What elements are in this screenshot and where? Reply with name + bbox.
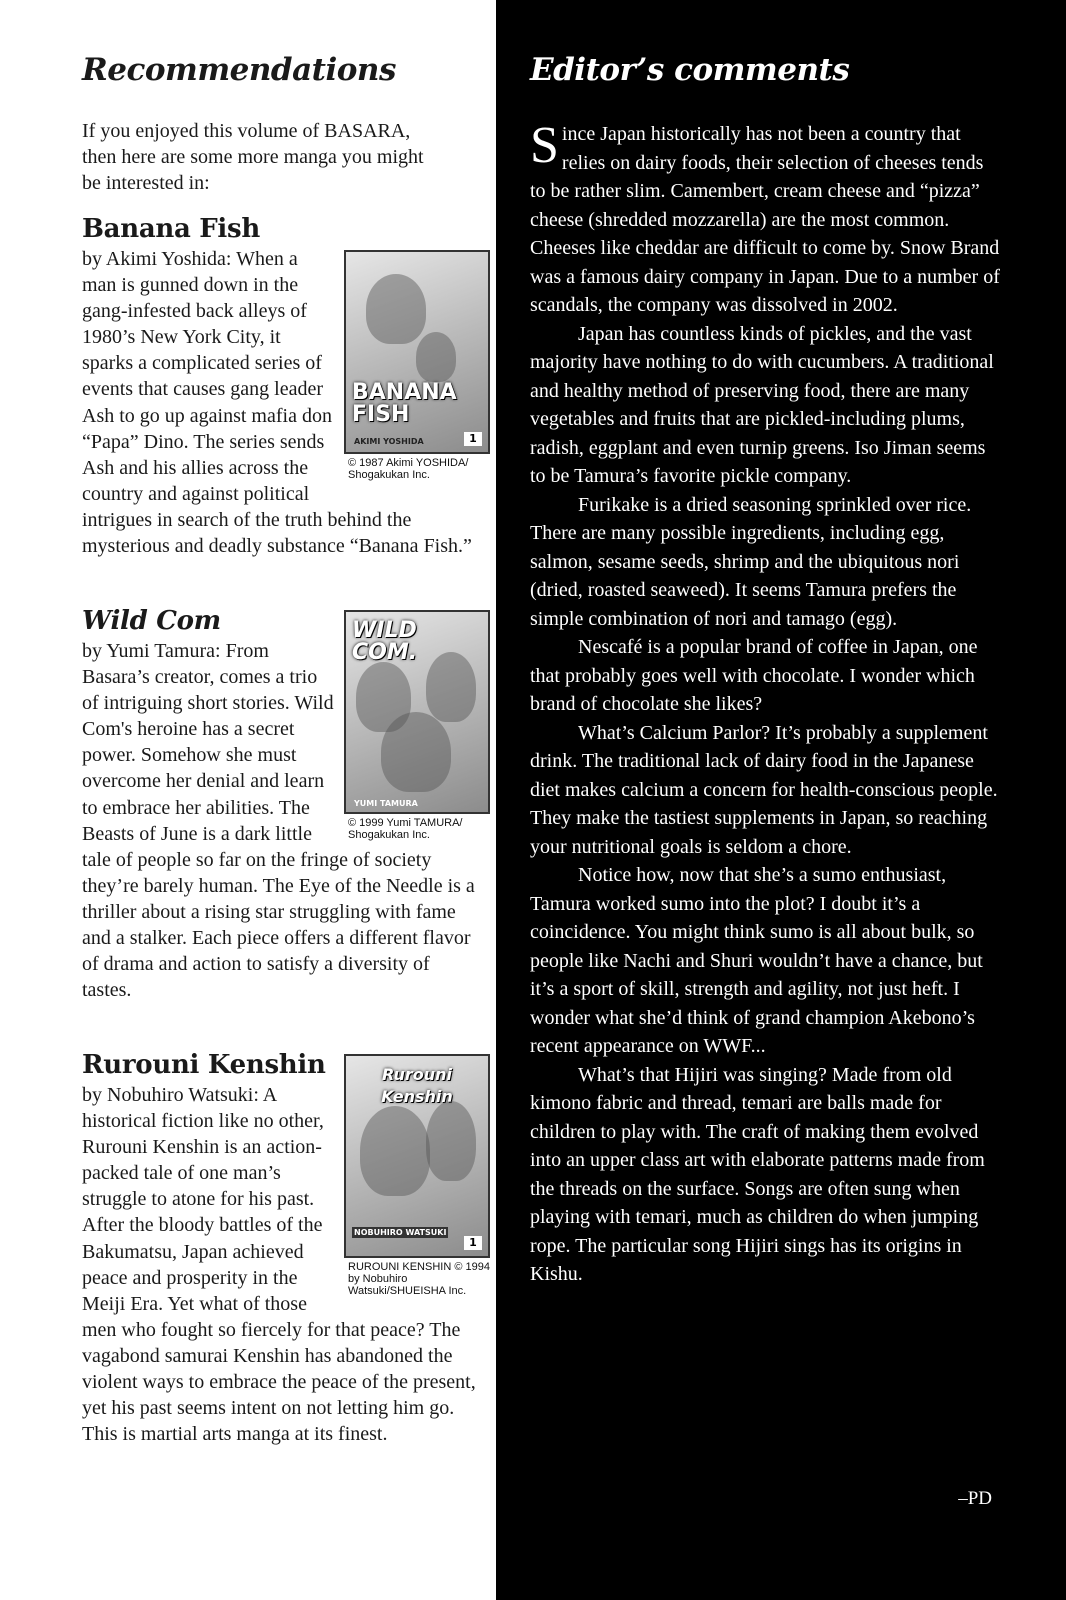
wild-com-cover bbox=[344, 610, 490, 841]
editor-signature: –PD bbox=[958, 1488, 992, 1509]
recommendation-title: Rurouni Kenshin bbox=[82, 1050, 326, 1080]
editor-paragraph: Furikake is a dried seasoning sprinkled over rice. There are many possible ingredients, including egg, salmon, sesame seeds, shrimp and the ubiquitous nori (dried, roasted seaweed). It seems Tamura prefers the simple combination of nori and tamago (egg). bbox=[530, 493, 972, 630]
recommendation-title: Banana Fish bbox=[82, 214, 260, 244]
editor-paragraph: Notice how, now that she’s a sumo enthusiast, Tamura worked sumo into the plot? I doubt it’s a coincidence. You might think sumo is all about bulk, so people like Nachi and Shuri wouldn’t have a chance, but it’s a sport of skill, strength and agility, not just heft. I wonder what she’d think of grand champion Akebono’s recent appearance on WWF... bbox=[530, 864, 983, 1057]
cover-author: NOBUHIRO WATSUKI bbox=[354, 1228, 447, 1237]
rurouni-kenshin-cover bbox=[344, 1054, 490, 1297]
cover-caption: RUROUNI KENSHIN © 1994 by Nobuhiro Watsuki/SHUEISHA Inc. bbox=[348, 1261, 490, 1297]
banana-fish-cover-image bbox=[344, 250, 490, 454]
editor-comments-heading: Editor’s comments bbox=[530, 52, 850, 88]
editor-comments-column bbox=[496, 0, 1066, 1600]
editor-paragraph: Japan has countless kinds of pickles, and the vast majority have nothing to do with cucumbers. A traditional and healthy method of preserving food, there are many vegetables and fruits that are pickled-including plums, radish, eggplant and even turnip greens. Iso Jiman seems to be Tamura’s favorite pickle company. bbox=[530, 322, 994, 487]
editor-paragraph: Nescafé is a popular brand of coffee in Japan, one that probably goes well with chocolate. I wonder which brand of chocolate she likes? bbox=[530, 636, 978, 715]
recommendation-rurouni-kenshin bbox=[82, 1048, 490, 1447]
recommendation-description: by Yumi Tamura: From Basara’s creator, comes a trio of intriguing short stories. Wild Com's heroine has a secret power. Somehow she must overcome her denial and learn to embrace her abilities. The Beasts of June is a dark little tale of people so far on the fringe of society they’re barely human. The Eye of the Needle is a thriller about a rising star struggling with fame and a stalker. Each piece offers a different flavor of drama and action to satisfy a diversity of tastes. bbox=[82, 640, 475, 1002]
cover-volume: 1 bbox=[464, 1236, 482, 1250]
recommendations-intro: If you enjoyed this volume of BASARA, then here are some more manga you might be interested in: bbox=[82, 120, 424, 194]
recommendation-title: Wild Com bbox=[82, 606, 221, 636]
cover-title: BANANA FISH bbox=[352, 380, 457, 427]
recommendation-wild-com bbox=[82, 604, 482, 1003]
editor-paragraph: Since Japan historically has not been a country that relies on dairy foods, their selection of cheeses tends to be rather slim. Camembert, cream cheese and “pizza” cheese (shredded mozzarella) are the most common. Cheeses like cheddar are difficult to come by. Snow Brand was a famous dairy company in Japan. Due to a number of scandals, the company was dissolved in 2002. bbox=[530, 117, 1000, 316]
wild-com-cover-image bbox=[344, 610, 490, 814]
recommendation-description: by Nobuhiro Watsuki: A historical fiction like no other, Rurouni Kenshin is an action-packed tale of one man’s struggle to atone for his past. After the bloody battles of the Bakumatsu, Japan achieved peace and prosperity in the Meiji Era. Yet what of those men who fought so fiercely for that peace? The vagabond samurai Kenshin has abandoned the violent ways to embrace the peace of the present, yet his past seems intent on not letting him go. This is martial arts manga at its finest. bbox=[82, 1084, 476, 1446]
recommendations-column bbox=[0, 0, 496, 1600]
cover-volume: 1 bbox=[464, 432, 482, 446]
banana-fish-cover bbox=[344, 250, 490, 481]
editor-comments-body bbox=[530, 117, 1000, 1289]
cover-title: WILD COM. bbox=[352, 618, 418, 665]
cover-author: AKIMI YOSHIDA bbox=[354, 437, 424, 446]
recommendations-heading: Recommendations bbox=[82, 52, 396, 88]
drop-cap: S bbox=[530, 117, 559, 174]
recommendation-banana-fish bbox=[82, 212, 482, 559]
recommendation-description: by Akimi Yoshida: When a man is gunned down in the gang-infested back alleys of 1980’s New York City, it sparks a complicated series of events that causes gang leader Ash to go up against mafia don “Papa” Dino. The series sends Ash and his allies across the country and against political intrigues in search of the truth behind the mysterious and deadly substance “Banana Fish.” bbox=[82, 248, 472, 558]
cover-caption: © 1999 Yumi TAMURA/ Shogakukan Inc. bbox=[348, 817, 463, 841]
cover-caption: © 1987 Akimi YOSHIDA/ Shogakukan Inc. bbox=[348, 457, 469, 481]
cover-title: Rurouni Kenshin bbox=[381, 1065, 453, 1106]
editor-paragraph: What’s that Hijiri was singing? Made from old kimono fabric and thread, temari are balls made for children to play with. The craft of making them evolved into an upper class art with elaborate patterns made from the threads on the surface. Songs are often sung when playing with temari, much as children do when jumping rope. The particular song Hijiri sings has its origins in Kishu. bbox=[530, 1063, 985, 1285]
editor-paragraph: What’s Calcium Parlor? It’s probably a supplement drink. The traditional lack of dairy food in the Japanese diet makes calcium a concern for health-conscious people. They make the tastiest supplements in Japan, so reaching your nutritional goals is seldom a chore. bbox=[530, 721, 998, 858]
rurouni-kenshin-cover-image bbox=[344, 1054, 490, 1258]
cover-author: YUMI TAMURA bbox=[354, 799, 418, 808]
